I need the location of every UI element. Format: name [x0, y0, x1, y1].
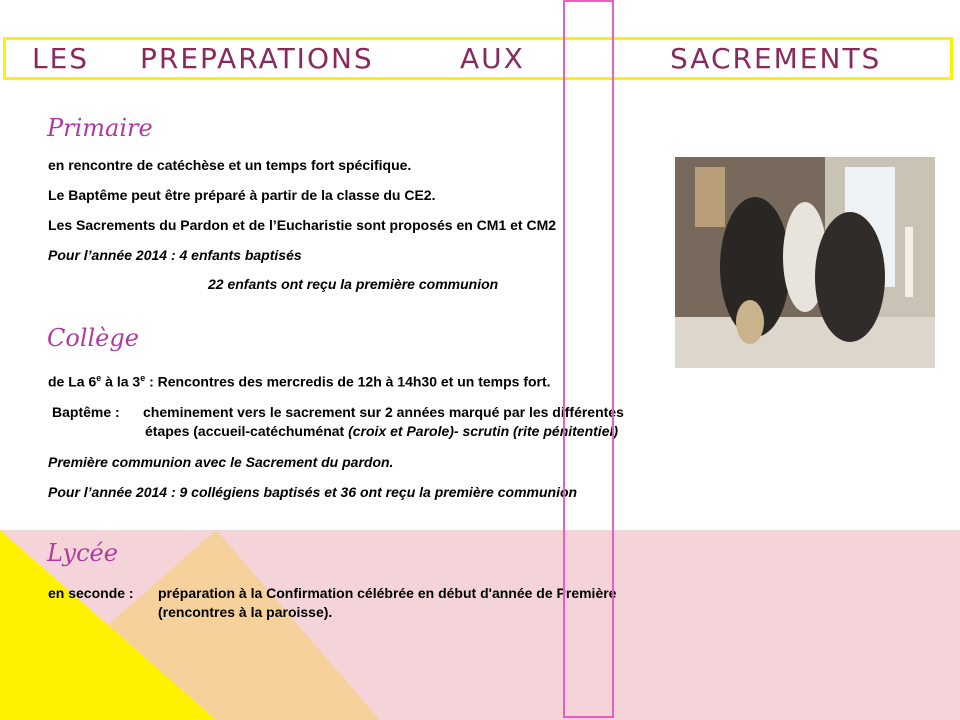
primaire-line-5: 22 enfants ont reçu la première communion [208, 276, 499, 292]
primaire-line-4: Pour l’année 2014 : 4 enfants baptisés [48, 247, 302, 263]
title-word-preparations: PREPARATIONS [140, 42, 374, 75]
college-line-4: Pour l’année 2014 : 9 collégiens baptisés et 36 ont reçu la première communion [48, 484, 578, 500]
college-bapteme-text-1: cheminement vers le sacrement sur 2 années marqué par les différentes [143, 404, 624, 420]
college-line-1: de La 6e à la 3e : Rencontres des mercredis de 12h à 14h30 et un temps fort. [48, 373, 551, 390]
lycee-text-2: (rencontres à la paroisse). [158, 604, 333, 620]
heading-college: Collège [47, 324, 139, 352]
title-word-sacrements: SACREMENTS [670, 42, 882, 75]
pink-frame-overlay [563, 0, 614, 718]
college-line-3: Première communion avec le Sacrement du pardon. [48, 454, 394, 470]
title-word-les: LES [32, 42, 90, 75]
heading-lycee: Lycée [47, 539, 118, 567]
lycee-label: en seconde : [48, 585, 134, 601]
primaire-line-1: en rencontre de catéchèse et un temps fort spécifique. [48, 157, 412, 173]
ceremony-photo [675, 157, 935, 368]
heading-primaire: Primaire [47, 114, 153, 142]
college-bapteme-text-2: étapes (accueil-catéchuménat (croix et Parole)- scrutin (rite pénitentiel) [145, 423, 619, 439]
primaire-line-3: Les Sacrements du Pardon et de l’Eucharistie sont proposés en CM1 et CM2 [48, 217, 557, 233]
college-bapteme-label: Baptême : [52, 404, 120, 420]
title-word-aux: AUX [460, 42, 525, 75]
primaire-line-2: Le Baptême peut être préparé à partir de la classe du CE2. [48, 187, 436, 203]
lycee-text-1: préparation à la Confirmation célébrée en début d'année de Première [158, 585, 617, 601]
